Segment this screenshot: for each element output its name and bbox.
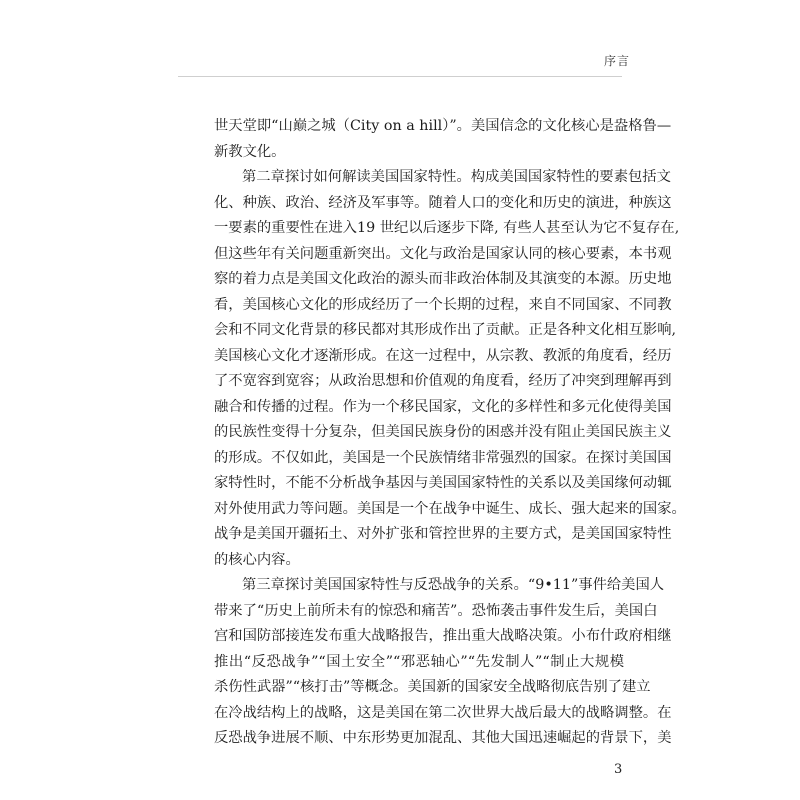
text-line: 杀伤性武器”“核打击”等概念。美国新的国家安全战略彻底告别了建立 [214,679,651,695]
text-line: 家特性时，不能不分析战争基因与美国国家特性的关系以及美国缘何动辄 [214,475,672,491]
header-rule [178,76,622,77]
text-line: 了不宽容到宽容；从政治思想和价值观的角度看，经历了冲突到理解再到 [214,373,672,389]
text-line: 的民族性变得十分复杂，但美国民族身份的困惑并没有阻止美国民族主义 [214,424,672,440]
text-line: 的形成。不仅如此，美国是一个民族情绪非常强烈的国家。在探讨美国国 [214,449,672,466]
page-number: 3 [614,762,623,777]
text-line: 第三章探讨美国国家特性与反恐战争的关系。“9•11”事件给美国人 [242,577,665,593]
text-line: 融合和传播的过程。作为一个移民国家，文化的多样性和多元化使得美国 [214,398,672,415]
body-text [214,114,686,752]
text-line: 的核心内容。 [214,551,300,568]
text-line: 但这些年有关问题重新突出。文化与政治是国家认同的核心要素，本书观 [214,245,672,262]
text-line: 世天堂即“山巅之城（City on a hill）”。美国信念的文化核心是盎格鲁— [214,118,672,134]
running-head: 序言 [604,54,631,68]
text-line: 战争是美国开疆拓土、对外扩张和管控世界的主要方式，是美国国家特性 [214,526,672,542]
text-line: 化、种族、政治、经济及军事等。随着人口的变化和历史的演进，种族这 [214,194,672,211]
text-line: 在冷战结构上的战略，这是美国在第二次世界大战后最大的战略调整。在 [214,704,672,721]
text-line: 新教文化。 [214,143,286,160]
text-line: 推出“反恐战争”“国土安全”“邪恶轴心”“先发制人”“制止大规模 [214,653,624,670]
text-line: 第二章探讨如何解读美国国家特性。构成美国国家特性的要素包括文 [242,169,671,185]
text-line: 会和不同文化背景的移民都对其形成作出了贡献。正是各种文化相互影响, [214,322,677,338]
text-line: 察的着力点是美国文化政治的源头而非政治体制及其演变的本源。历史地 [214,271,672,287]
text-line: 对外使用武力等问题。美国是一个在战争中诞生、成长、强大起来的国家。 [214,500,686,517]
text-line: 看，美国核心文化的形成经历了一个长期的过程，来自不同国家、不同教 [214,296,672,313]
text-line: 美国核心文化才逐渐形成。在这一过程中，从宗教、教派的角度看，经历 [214,347,672,364]
text-line: 带来了“历史上前所未有的惊恐和痛苦”。恐怖袭击事件发生后，美国白 [214,602,658,619]
text-line: 反恐战争进展不顺、中东形势更加混乱、其他大国迅速崛起的背景下，美 [214,730,672,746]
text-line: 宫和国防部接连发布重大战略报告，推出重大战略决策。小布什政府相继 [214,628,672,644]
text-line: 一要素的重要性在进入19 世纪以后逐步下降, 有些人甚至认为它不复存在, [214,220,680,236]
